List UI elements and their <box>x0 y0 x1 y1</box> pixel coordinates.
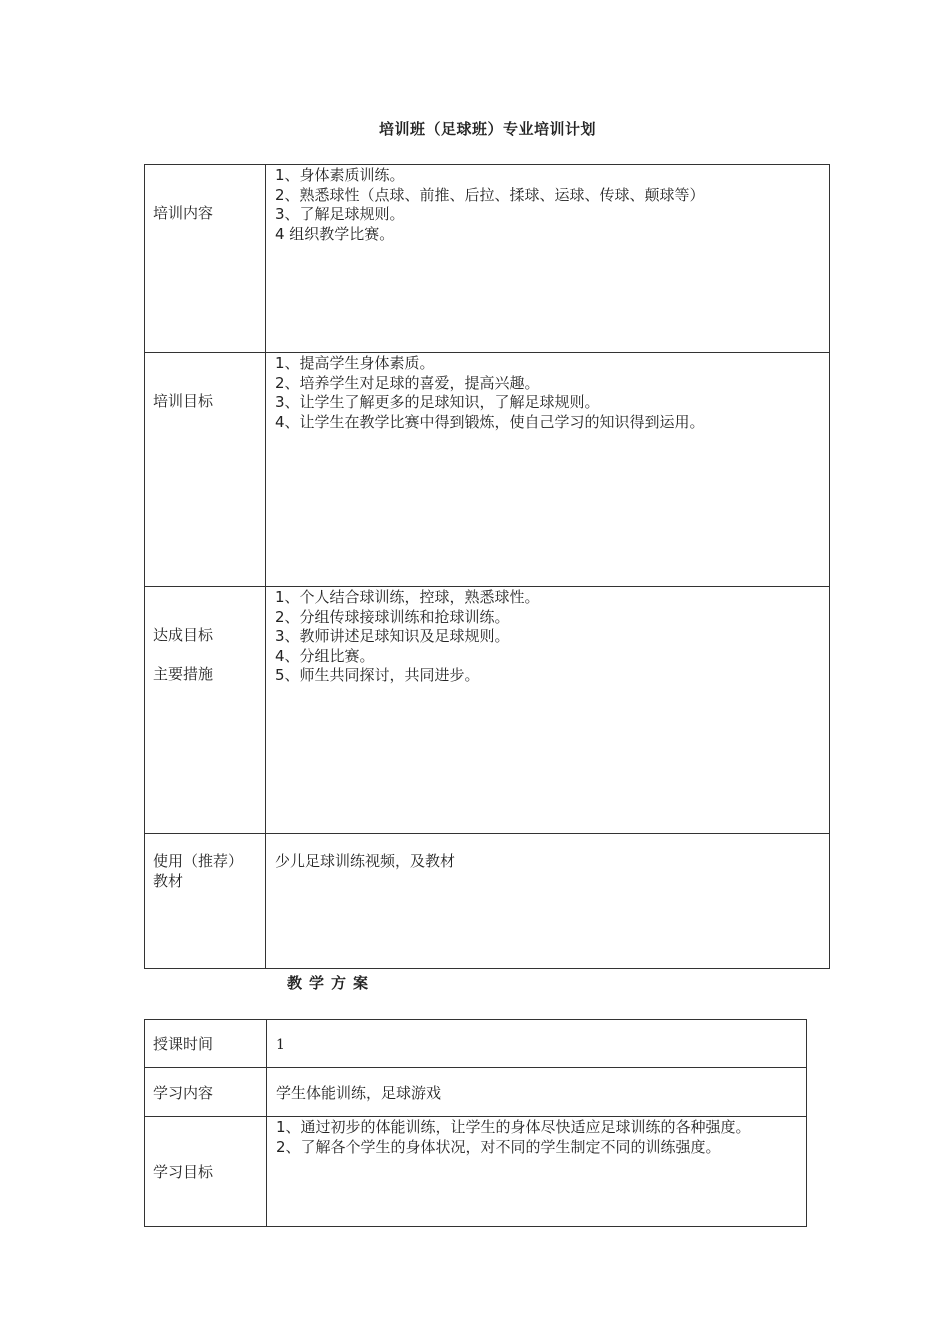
row-label-cell <box>145 834 266 969</box>
table-row-training-goals <box>145 353 830 587</box>
row-label: 使用（推荐） <box>153 852 244 870</box>
list-item: 1、身体素质训练。 <box>275 166 405 184</box>
section-title: 教学方案 <box>287 974 376 992</box>
list-item: 5、师生共同探讨，共同进步。 <box>275 666 480 684</box>
row-label-cell <box>145 1117 267 1227</box>
list-item: 2、分组传球接球训练和抢球训练。 <box>275 607 510 626</box>
training-plan-table <box>144 164 830 969</box>
row-label-cell <box>145 1020 267 1068</box>
row-label: 教材 <box>153 871 184 890</box>
list-item: 4、让学生在教学比赛中得到锻炼，使自己学习的知识得到运用。 <box>275 412 705 431</box>
list-item: 4 组织教学比赛。 <box>275 224 395 243</box>
row-content-cell <box>267 1020 807 1068</box>
row-label-cell <box>145 1068 267 1117</box>
list-item: 2、熟悉球性（点球、前推、后拉、揉球、运球、传球、颠球等） <box>275 185 705 204</box>
row-content-cell <box>266 165 830 353</box>
row-label: 学习内容 <box>153 1083 214 1102</box>
row-label: 主要措施 <box>153 665 214 683</box>
list-item: 少儿足球训练视频，及教材 <box>275 852 456 870</box>
table-row-training-content <box>145 165 830 353</box>
list-item: 2、培养学生对足球的喜爱，提高兴趣。 <box>275 373 540 392</box>
table-row-materials <box>145 834 830 969</box>
row-label: 达成目标 <box>153 626 214 644</box>
row-label-cell <box>145 587 266 834</box>
row-label-cell <box>145 165 266 353</box>
row-content-cell <box>266 834 830 969</box>
row-label: 培训目标 <box>153 392 214 410</box>
page-title: 培训班（足球班）专业培训计划 <box>378 120 596 138</box>
list-item: 2、了解各个学生的身体状况，对不同的学生制定不同的训练强度。 <box>276 1137 721 1156</box>
row-content-cell <box>267 1068 807 1117</box>
lesson-plan-table <box>144 1019 807 1227</box>
lesson-time-value: 1 <box>276 1036 285 1053</box>
lesson-content-value: 学生体能训练，足球游戏 <box>276 1083 442 1102</box>
row-content-cell <box>267 1117 807 1227</box>
list-item: 3、教师讲述足球知识及足球规则。 <box>275 627 510 645</box>
row-label: 培训内容 <box>153 204 214 222</box>
table-row-lesson-goals <box>145 1117 807 1227</box>
list-item: 1、提高学生身体素质。 <box>275 354 435 372</box>
row-label: 授课时间 <box>153 1035 214 1053</box>
row-content-cell <box>266 353 830 587</box>
row-label: 学习目标 <box>153 1163 214 1181</box>
list-item: 4、分组比赛。 <box>275 646 375 665</box>
list-item: 1、个人结合球训练，控球，熟悉球性。 <box>275 588 540 606</box>
list-item: 3、让学生了解更多的足球知识，了解足球规则。 <box>275 393 600 411</box>
list-item: 3、了解足球规则。 <box>275 205 405 223</box>
table-row-measures <box>145 587 830 834</box>
row-content-cell <box>266 587 830 834</box>
table-row-lesson-content <box>145 1068 807 1117</box>
list-item: 1、通过初步的体能训练，让学生的身体尽快适应足球训练的各种强度。 <box>276 1118 751 1136</box>
row-label-cell <box>145 353 266 587</box>
table-row-lesson-time <box>145 1020 807 1068</box>
